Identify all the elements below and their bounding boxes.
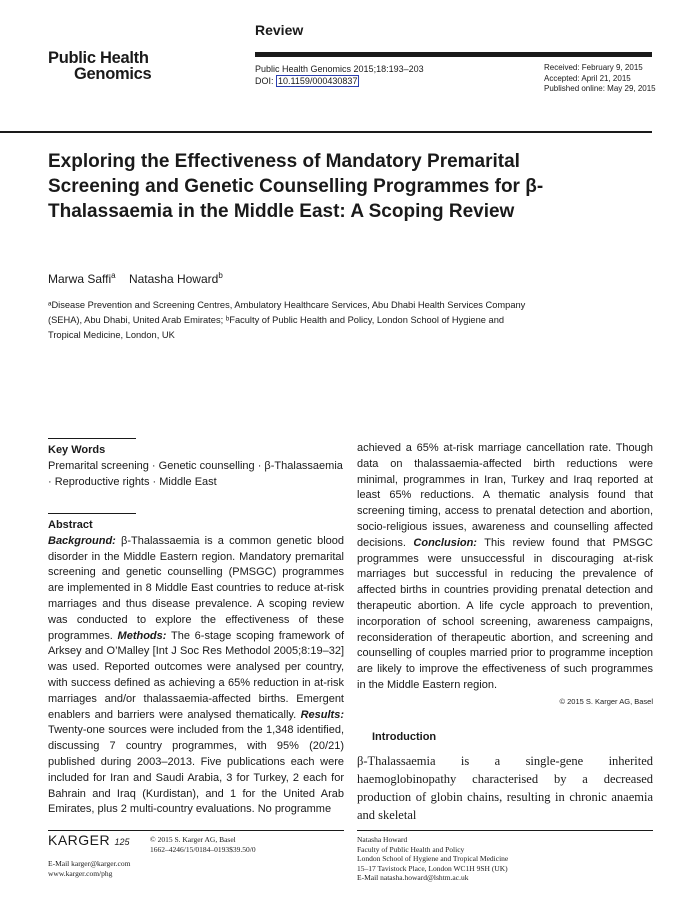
title-rule — [0, 131, 652, 133]
keywords-heading: Key Words — [48, 444, 106, 456]
publisher-anniversary: 125 — [114, 837, 130, 847]
journal-citation: Public Health Genomics 2015;18:193–203 — [255, 64, 424, 74]
author-2: Natasha Howard — [128, 272, 219, 286]
corr-email[interactable]: E-Mail natasha.howard@lshtm.ac.uk — [357, 873, 469, 882]
publisher-email[interactable]: E-Mail karger@karger.com — [48, 859, 131, 868]
introduction-text: β-Thalassaemia is a single-gene inherited haemoglobinopathy characterised by a decreased production of globin chains, resulting in chronic anaemia and skeletal — [357, 754, 653, 822]
abstract-copyright: © 2015 S. Karger AG, Basel — [559, 696, 653, 706]
author-2-sup: b — [218, 271, 223, 280]
published-date: Published online: May 29, 2015 — [544, 84, 656, 93]
article-title: Exploring the Effectiveness of Mandatory Premarital Screening and Genetic Counselling Programmes for β-Thalassaemia in the Middle East: A Scoping Review — [48, 151, 544, 222]
logo-line-2: Genomics — [74, 65, 152, 83]
received-date: Received: February 9, 2015 — [544, 63, 643, 72]
footer-rule-right — [357, 830, 653, 831]
logo-line-1: Public Health — [48, 49, 149, 67]
doi-label: DOI: — [255, 76, 274, 86]
results-text: Twenty-one sources were included from the 1,348 identified, discussing 7 country programmes, with 95% (20/21) published during 2003–2013. Five publications each were included for Iran and Saudi Arabia, 3 for Turkey, 2 each for Bahrain and Iraq (Kurdistan), and 1 for the United Arab Emirates, plus 2 multi-country evaluations. No programme — [48, 724, 344, 816]
doi-link[interactable]: 10.1159/000430837 — [278, 76, 358, 86]
abstract-continued — [357, 441, 653, 710]
keywords-block — [48, 443, 344, 490]
corr-line-2: London School of Hygiene and Tropical Medicine — [357, 854, 509, 863]
background-text: β-Thalassaemia is a common genetic blood disorder in the Middle Eastern region. Mandatory premarital screening and genetic counselling (PMSGC) programmes are implemented in 8 Middle East countries to reduce at-risk marriages and thus disease prevalence. A scoping review was conducted to explore the effectiveness of these programmes. — [48, 534, 345, 642]
header-rule — [255, 52, 652, 57]
corr-line-1: Faculty of Public Health and Policy — [357, 844, 465, 854]
doi-line — [255, 75, 424, 87]
author-1-sup: a — [111, 271, 116, 280]
section-label: Review — [255, 22, 304, 38]
conclusion-label: Conclusion: — [413, 536, 477, 549]
methods-label: Methods: — [117, 629, 167, 642]
journal-logo — [48, 50, 151, 82]
affiliations: ᵃDisease Prevention and Screening Centres, Ambulatory Healthcare Services, Abu Dhabi Health Services Company (SEHA), Abu Dhabi, United Arab Emirates; ᵇFaculty of Public Health and Policy, London School of Hygiene and Tropical Medicine, London, UK — [48, 300, 526, 340]
results-label: Results: — [300, 708, 344, 721]
author-1: Marwa Saffi — [48, 272, 112, 286]
publisher-logo — [48, 832, 130, 848]
background-label: Background: — [48, 534, 116, 547]
footer-contact — [48, 859, 130, 878]
abstract-text — [48, 534, 344, 818]
results-continued: achieved a 65% at-risk marriage cancellation rate. Though data on thalassaemia-affected birth reductions were minimal, programmes in Iran, Turkey and Iraq reported at least 65% reductions. A thematic analysis found that screening timing, access to prenatal detection and abortion, socio-religious issues, awareness and counselling affected decisions. — [357, 442, 653, 549]
keywords-text: Premarital screening · Genetic counselling · β-Thalassaemia · Reproductive rights · Middle East — [48, 459, 343, 488]
abstract-rule — [48, 513, 136, 514]
abstract-heading: Abstract — [48, 519, 93, 531]
keywords-rule — [48, 438, 136, 439]
introduction-heading: Introduction — [372, 731, 437, 743]
authors — [48, 272, 223, 286]
correspondence-block — [357, 835, 508, 883]
journal-info — [255, 63, 424, 87]
footer-issn: 1662–4246/15/0184–0193$39.50/0 — [150, 844, 256, 854]
publisher-website[interactable]: www.karger.com/phg — [48, 868, 113, 878]
article-dates — [544, 63, 656, 95]
footer-rule-left — [48, 830, 344, 831]
accepted-date: Accepted: April 21, 2015 — [544, 73, 631, 83]
footer-publication-info — [150, 835, 256, 854]
corr-line-3: 15–17 Tavistock Place, London WC1H 9SH (UK) — [357, 863, 508, 873]
footer-copyright: © 2015 S. Karger AG, Basel — [150, 835, 236, 844]
corr-name: Natasha Howard — [357, 835, 408, 844]
publisher-name: KARGER — [48, 832, 111, 848]
methods-text: The 6-stage scoping framework of Arksey and O’Malley [Int J Soc Res Methodol 2005;8:19–32] was used. Reported outcomes were analysed per country, with success defined as achieving a 65% reduction in at-risk marriages and/or thalassaemia-affected births. Emergent enablers and barriers were analysed thematically. — [48, 629, 345, 721]
abstract-block — [48, 518, 344, 818]
conclusion-text: This review found that PMSGC programmes were unsuccessful in discouraging at-risk marriages but successful in reducing the prevalence of affected births in countries providing prenatal detection and therapeutic abortion. A life cycle approach to prevention, incorporation of school screening, awareness campaigns, reconsideration of therapeutic abortion, and screening and counselling of couples married prior to programme inception are likely to improve the effectiveness of such programmes in the Middle Eastern region. — [357, 536, 654, 691]
